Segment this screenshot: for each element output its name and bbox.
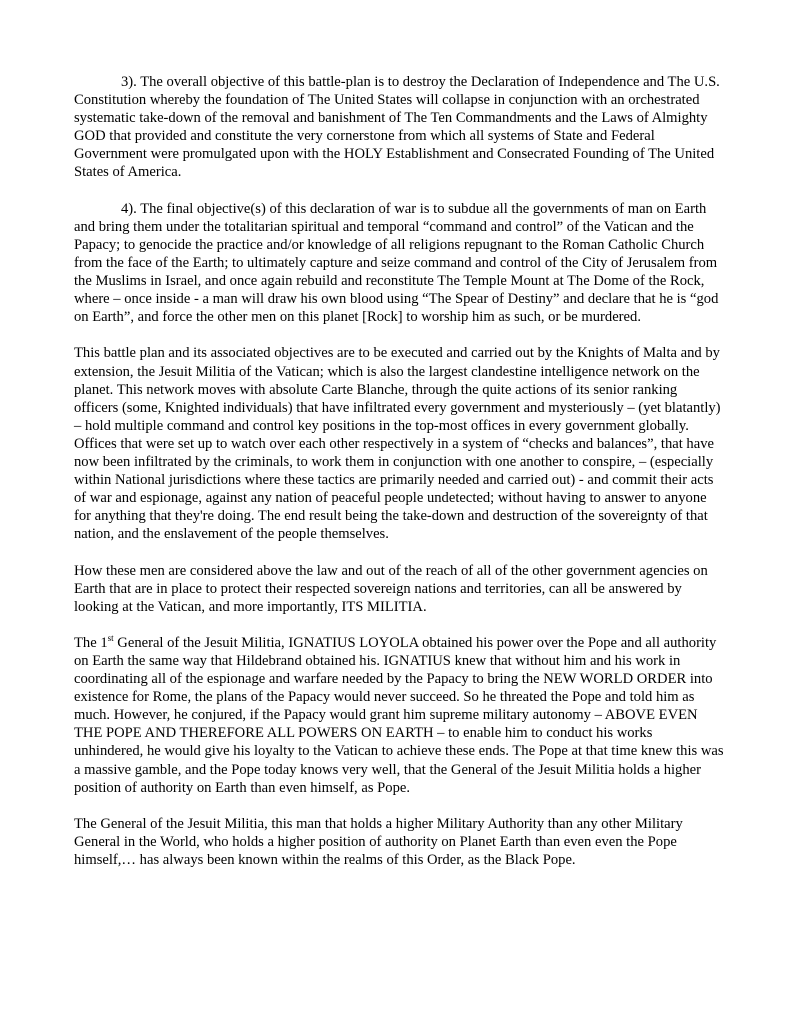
first-general-text: General of the Jesuit Militia, IGNATIUS LOYOLA obtained his power over the Pope and all authority on Earth the same way that Hildebrand obtained his. IGNATIUS knew that without him and his work in coordinating all of the espionage and warfare needed by the Papacy to bring the NEW WORLD ORDER into existence for Rome, the plans of the Papacy would never succeed. So he threated the Pope and told him as much. However, he conjured, if the Papacy would grant him supreme military autonomy – ABOVE EVEN THE POPE AND THEREFORE ALL POWERS ON EARTH – to enable him to conduct his works unhindered, he would give his loyalty to the Vatican to achieve these ends. The Pope at that time knew this was a massive gamble, and the Pope today knows very well, that the General of the Jesuit Militia holds a higher position of authority on Earth than even himself, as Pope.: [74, 634, 724, 796]
paragraph-objective-3: 3). The overall objective of this battle-plan is to destroy the Declaration of Independence and The U.S. Constitution whereby the foundation of The United States will collapse in conjunction with an orchestrated systematic take-down of the removal and banishment of The Ten Commandments and the Laws of Almighty GOD that provided and constitute the very cornerstone from which all systems of State and Federal Government were promulgated upon with the HOLY Establishment and Consecrated Founding of The United States of America.: [74, 74, 720, 181]
ordinal-superscript: st: [107, 632, 114, 643]
paragraph-black-pope: The General of the Jesuit Militia, this man that holds a higher Military Authority than any other Military General in the World, who holds a higher position of authority on Planet Earth than even even the Pope himself,… has always been known within the realms of this Order, as the Black Pope.: [74, 815, 683, 869]
paragraph-above-the-law: How these men are considered above the law and out of the reach of all of the other government agencies on Earth that are in place to protect their respected sovereign nations and territories, can all be answered by looking at the Vatican, and more importantly, ITS MILITIA.: [74, 562, 708, 615]
paragraph-battle-plan: This battle plan and its associated objectives are to be executed and carried out by the Knights of Malta and by extension, the Jesuit Militia of the Vatican; which is also the largest clandestine intelligence network on the planet. This network moves with absolute Carte Blanche, through the quite actions of its senior ranking officers (some, Knighted individuals) that have infiltrated every government and mysteriously – (yet blatantly) – hold multiple command and control key positions in the top-most offices in every government globally. Offices that were set up to watch over each other respectively in a system of “checks and balances”, that have now been infiltrated by the criminals, to work them in conjunction with one another to conspire, – (especially within National jurisdictions where these tactics are primarily needed and carried out) - and commit their acts of war and espionage, against any nation of peaceful people undetected; without having to answer to anyone for anything that they're doing. The end result being the take-down and destruction of the sovereignty of that nation, and the enslavement of the people themselves.: [74, 345, 721, 543]
first-general-lead: The 1: [74, 634, 108, 651]
paragraph-first-general: [74, 634, 724, 797]
paragraph-objective-4: 4). The final objective(s) of this declaration of war is to subdue all the governments of man on Earth and bring them under the totalitarian spiritual and temporal “command and control” of the Vatican and the Papacy; to genocide the practice and/or knowledge of all religions repugnant to the Roman Catholic Church from the face of the Earth; to ultimately capture and seize command and control of the City of Jerusalem from the Muslims in Israel, and once again rebuild and reconstitute The Temple Mount at The Dome of the Rock, where – once inside - a man will draw his own blood using “The Spear of Destiny” and declare that he is “god on Earth”, and force the other men on this planet [Rock] to worship him as such, or be murdered.: [74, 200, 719, 326]
document-page: [74, 73, 724, 887]
